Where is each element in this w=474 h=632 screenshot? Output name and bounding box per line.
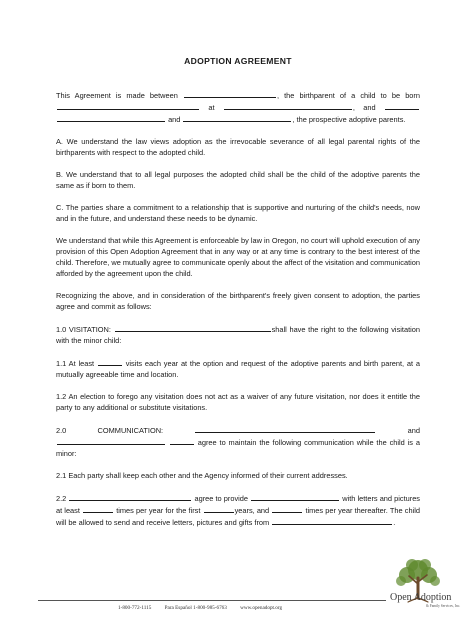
section-2-1: 2.1 Each party shall keep each other and the Agency informed of their current addresses. bbox=[56, 471, 348, 480]
section-2-2-text: 2.2 bbox=[56, 494, 67, 503]
footer-phone: 1-800-772-1115 bbox=[118, 605, 152, 611]
intro-text: at bbox=[208, 103, 215, 112]
intro-text: and bbox=[168, 115, 181, 124]
paragraph-recognizing: Recognizing the above, and in consideration of the birthparent's freely given consent to adoption, the parties agree and commit as follows: bbox=[56, 291, 420, 311]
communication-party-blank-2[interactable] bbox=[57, 436, 165, 445]
provider-party-blank[interactable] bbox=[69, 492, 191, 501]
section-2-2-text: with letters and pictures at least bbox=[56, 494, 421, 515]
section-visitation bbox=[56, 323, 420, 346]
intro-text: , and bbox=[352, 103, 376, 112]
first-years-blank[interactable] bbox=[204, 504, 234, 513]
gifts-from-blank[interactable] bbox=[272, 516, 392, 525]
birth-place-blank[interactable] bbox=[224, 101, 352, 110]
adoptive-parent-blank-2[interactable] bbox=[183, 113, 291, 122]
thereafter-times-blank[interactable] bbox=[272, 504, 302, 513]
document-title: ADOPTION AGREEMENT bbox=[184, 56, 292, 66]
section-2-2-text: times per year thereafter. The child will be allowed to send and receive letters, pictures and gifts from bbox=[56, 506, 420, 527]
section-1-1 bbox=[56, 357, 420, 380]
section-1-1-text: visits each year at the option and request of the adoptive parents and birth parent, at a mutually agreeable time and location. bbox=[56, 359, 420, 379]
footer-divider bbox=[38, 600, 386, 601]
section-2-2-text: . bbox=[393, 518, 396, 527]
visits-per-year-blank[interactable] bbox=[98, 357, 122, 366]
adoptive-parent-blank-1b[interactable] bbox=[57, 113, 165, 122]
paragraph-a: A. We understand the law views adoption as the irrevocable severance of all legal parental rights of the birthparents with respect to the adopted child. bbox=[56, 137, 420, 157]
visitation-heading: 1.0 VISITATION: bbox=[56, 325, 111, 334]
adoptive-parent-blank-1a[interactable] bbox=[385, 101, 419, 110]
section-2-2-text: years, and bbox=[234, 506, 270, 515]
section-1-2: 1.2 An election to forego any visitation does not act as a waiver of any future visitation, nor does it entitle the party to any additional or substitute visitations. bbox=[56, 392, 420, 412]
footer-espanol: Para Español 1-800-985-6763 bbox=[164, 605, 227, 611]
intro-text: , the birthparent of a child to be born bbox=[276, 91, 420, 100]
communication-party-blank-1[interactable] bbox=[195, 424, 375, 433]
communication-party-blank-3[interactable] bbox=[170, 436, 194, 445]
section-2-2-text: agree to provide bbox=[194, 494, 249, 503]
section-2-2-text: times per year for the first bbox=[116, 506, 201, 515]
section-communication bbox=[56, 424, 420, 459]
footer-contact bbox=[118, 605, 294, 611]
recipient-party-blank[interactable] bbox=[251, 492, 339, 501]
section-2-2 bbox=[56, 492, 420, 528]
letters-per-year-blank[interactable] bbox=[83, 504, 113, 513]
paragraph-c: C. The parties share a commitment to a relationship that is supportive and nurturing of the child's needs, now and in the future, and understand these needs to be dynamic. bbox=[56, 203, 420, 223]
birth-date-blank[interactable] bbox=[57, 101, 199, 110]
communication-heading: 2.0 COMMUNICATION: bbox=[56, 426, 164, 435]
visitation-party-blank[interactable] bbox=[115, 323, 271, 332]
logo-wordmark: Open Adoption bbox=[390, 592, 452, 603]
paragraph-enforceability: We understand that while this Agreement is enforceable by law in Oregon, no court will uphold execution of any provision of this Open Adoption Agreement that in any way or at any time is contrary to the best interest of the child. Therefore, we mutually agree to communicate openly about the affect of the visitation and communication afforded by the agreement upon the child. bbox=[56, 236, 420, 278]
birthparent-name-blank[interactable] bbox=[184, 89, 276, 98]
communication-text: and bbox=[407, 426, 420, 435]
visitation-text: shall have the right to the following visitation with the minor child: bbox=[56, 325, 420, 345]
communication-text: agree to maintain the following communication while the child is a minor: bbox=[56, 438, 420, 458]
footer-website[interactable]: www.openadopt.org bbox=[240, 605, 283, 611]
intro-text: This Agreement is made between bbox=[56, 91, 178, 100]
logo-tagline: & Family Services, Inc. bbox=[426, 604, 461, 608]
paragraph-b: B. We understand that to all legal purposes the adopted child shall be the child of the adoptive parents the same as if born to them. bbox=[56, 170, 420, 190]
section-1-1-text: 1.1 At least bbox=[56, 359, 95, 368]
intro-text: , the prospective adoptive parents. bbox=[292, 115, 406, 124]
intro-paragraph bbox=[56, 89, 420, 125]
